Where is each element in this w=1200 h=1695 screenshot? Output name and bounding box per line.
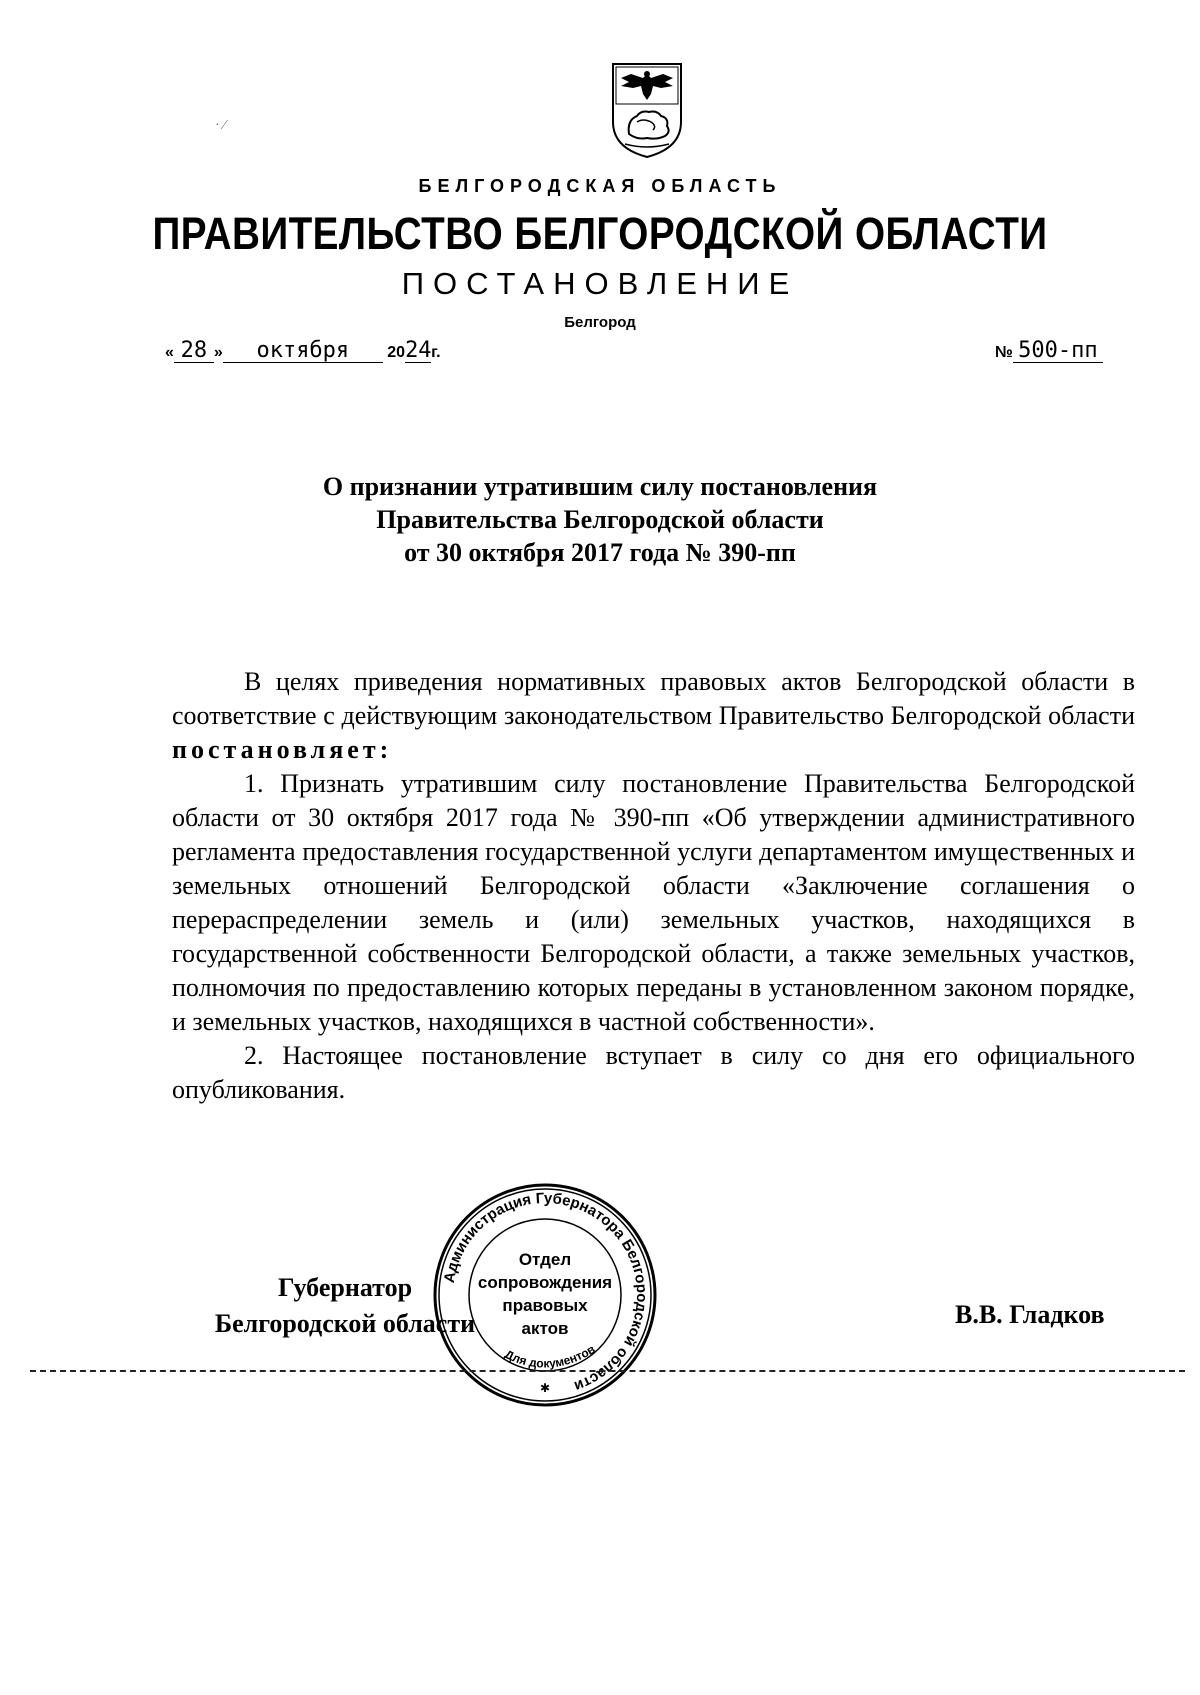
page-divider	[30, 1370, 1185, 1372]
document-title	[250, 470, 950, 569]
number-value: 500-пп	[1013, 340, 1103, 363]
document-body	[172, 665, 1135, 1107]
date-day: 28	[174, 340, 214, 363]
position-line-1: Губернатор	[277, 1273, 413, 1302]
decree-date	[165, 340, 441, 363]
official-stamp	[430, 1180, 660, 1410]
item-2-paragraph: 2. Настоящее постановление вступает в силу со дня его официального опубликования.	[172, 1041, 1135, 1104]
quote-open: «	[165, 344, 174, 361]
title-line-2: Правительства Белгородской области	[376, 505, 824, 534]
position-line-2: Белгородской области	[214, 1309, 476, 1338]
stamp-line-3: правовых	[502, 1296, 588, 1315]
intro-paragraph	[172, 665, 1135, 767]
stamp-line-1: Отдел	[518, 1250, 572, 1269]
region-name: БЕЛГОРОДСКАЯ ОБЛАСТЬ	[418, 176, 782, 196]
stamp-line-2: сопровождения	[477, 1273, 613, 1292]
government-name: ПРАВИТЕЛЬСТВО БЕЛГОРОДСКОЙ ОБЛАСТИ	[152, 208, 1048, 259]
coat-of-arms-icon	[607, 60, 687, 160]
stamp-line-4: актов	[521, 1319, 569, 1338]
intro-text: В целях приведения нормативных правовых актов Белгородской области в соответствие с действующим законодательством Правительство Белгородской области	[172, 667, 1135, 730]
decides-word: постановляет:	[172, 735, 393, 764]
number-label: №	[995, 344, 1013, 361]
year-mark: г.	[431, 344, 441, 361]
stamp-bottom-text: Для документов	[502, 1341, 598, 1371]
quote-close: »	[213, 344, 223, 361]
date-month: октября	[223, 340, 383, 363]
date-year: 24	[405, 338, 432, 363]
title-line-1: О признании утратившим силу постановления	[322, 472, 878, 501]
title-line-3: от 30 октября 2017 года № 390-пп	[404, 538, 796, 567]
document-type: ПОСТАНОВЛЕНИЕ	[401, 266, 799, 301]
item-1-paragraph: 1. Признать утратившим силу постановление Правительства Белгородской области от 30 октября 2017 года № 390-пп «Об утверждении административного регламента предоставления государственной услуги департаментом имущественных и земельных отношений Белгородской области «Заключение соглашения о перераспределении земель и (или) земельных участков, находящихся в государственной собственности Белгородской области, а также земельных участков, полномочия по предоставлению которых переданы в установленном законом порядке, и земельных участков, находящихся в частной собственности».	[172, 769, 1135, 1036]
decree-number	[995, 340, 1103, 363]
signatory-name: В.В. Гладков	[955, 1300, 1105, 1329]
city-name: Белгород	[564, 314, 636, 331]
stamp-ring-text: Администрация Губернатора Белгородской области	[440, 1189, 651, 1395]
year-prefix: 20	[387, 344, 406, 361]
scan-specks: · ⁄	[215, 118, 226, 133]
stamp-star-icon: ✱	[539, 1381, 551, 1395]
